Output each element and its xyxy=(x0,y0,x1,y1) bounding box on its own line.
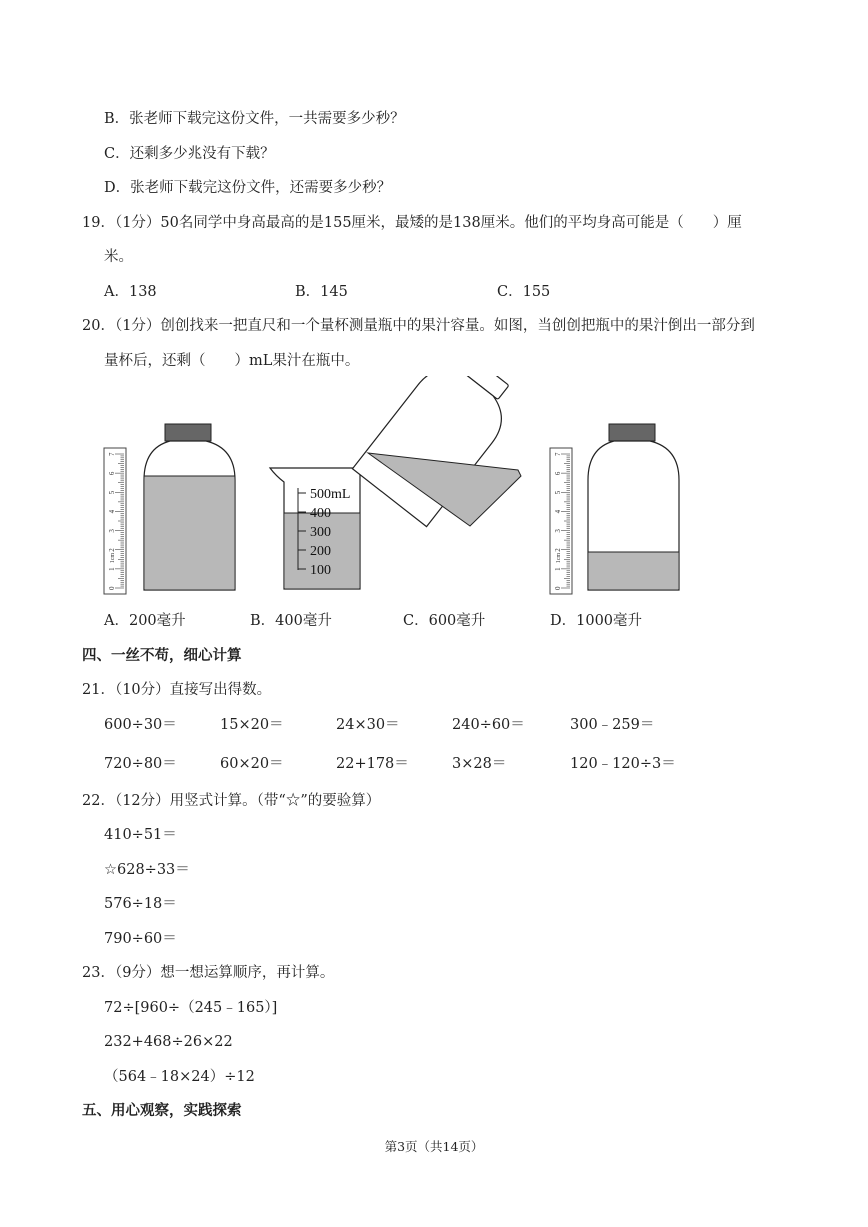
q19-stem-line2: 米。 xyxy=(104,249,133,265)
left-ruler-digit: 0 xyxy=(108,586,116,590)
q21-r1-c1: 600÷30＝ xyxy=(104,717,177,733)
q20-option-b: B．400毫升 xyxy=(250,613,332,629)
left-ruler-unit: 1cm xyxy=(110,552,116,564)
q19-option-b: B．145 xyxy=(295,284,348,300)
q23-item-3: （564﹣18×24）÷12 xyxy=(104,1069,255,1085)
left-bottle xyxy=(144,424,235,590)
q21-r1-c2: 15×20＝ xyxy=(220,717,284,733)
right-ruler-digit: 2 xyxy=(554,548,562,552)
right-ruler-digit: 0 xyxy=(554,586,562,590)
left-ruler-digit: 7 xyxy=(108,452,116,456)
q22-item-4: 790÷60＝ xyxy=(104,931,177,947)
q21-r1-c3: 24×30＝ xyxy=(336,717,400,733)
q20-option-a: A．200毫升 xyxy=(104,613,186,629)
q18-option-c: C．还剩多少兆没有下载？ xyxy=(104,146,275,162)
right-ruler-digit: 5 xyxy=(554,490,562,495)
q20-option-c: C．600毫升 xyxy=(403,613,486,629)
right-ruler xyxy=(550,448,572,594)
cup-label-400: 400 xyxy=(310,506,331,521)
left-ruler-digit: 6 xyxy=(108,471,116,476)
left-ruler xyxy=(104,448,126,594)
q21-r2-c4: 3×28＝ xyxy=(452,756,507,772)
cup-label-200: 200 xyxy=(310,544,331,559)
q22-item-2: ☆628÷33＝ xyxy=(104,862,190,878)
q22-title: 22．（12分）用竖式计算。（带“☆”的要验算） xyxy=(82,793,381,809)
q21-r2-c5: 120﹣120÷3＝ xyxy=(570,756,676,772)
cup-label-300: 300 xyxy=(310,525,331,540)
measuring-cup xyxy=(270,468,360,589)
left-ruler-digit: 4 xyxy=(108,509,116,514)
q21-title: 21．（10分）直接写出得数。 xyxy=(82,682,272,698)
q23-item-2: 232+468÷26×22 xyxy=(104,1034,233,1050)
q22-item-3: 576÷18＝ xyxy=(104,896,177,912)
q19-option-a: A．138 xyxy=(104,284,157,300)
cup-label-500: 500mL xyxy=(310,487,351,502)
right-ruler-digit: 1 xyxy=(554,567,562,571)
q21-r2-c1: 720÷80＝ xyxy=(104,756,177,772)
q21-r2-c2: 60×20＝ xyxy=(220,756,284,772)
right-ruler-digit: 6 xyxy=(554,471,562,476)
q23-item-1: 72÷[960÷（245﹣165）] xyxy=(104,1000,278,1016)
q20-option-d: D．1000毫升 xyxy=(550,613,643,629)
q21-r1-c4: 240÷60＝ xyxy=(452,717,525,733)
right-ruler-digit: 7 xyxy=(554,452,562,456)
q23-title: 23．（9分）想一想运算顺序，再计算。 xyxy=(82,965,335,981)
section5-title: 五、用心观察，实践探索 xyxy=(82,1102,242,1119)
q18-option-b: B．张老师下载完这份文件，一共需要多少秒？ xyxy=(104,111,405,127)
right-bottle xyxy=(588,424,679,590)
q20-stem-line1: 20．（1分）创创找来一把直尺和一个量杯测量瓶中的果汁容量。如图，当创创把瓶中的果汁倒出一部分到 xyxy=(82,318,755,334)
q20-stem-line2: 量杯后，还剩（ ）mL果汁在瓶中。 xyxy=(104,353,360,369)
left-ruler-digit: 2 xyxy=(108,548,116,552)
page-footer: 第3页（共14页） xyxy=(384,1139,484,1154)
right-ruler-digit: 3 xyxy=(554,529,562,533)
left-ruler-digit: 1 xyxy=(108,567,116,571)
q21-r2-c3: 22+178＝ xyxy=(336,756,409,772)
right-ruler-unit: 1cm xyxy=(556,552,562,564)
q21-r1-c5: 300﹣259＝ xyxy=(570,717,655,733)
section4-title: 四、一丝不苟，细心计算 xyxy=(82,647,242,664)
q22-item-1: 410÷51＝ xyxy=(104,827,177,843)
left-ruler-digit: 5 xyxy=(108,490,116,495)
q20-figure xyxy=(98,376,690,602)
q18-option-d: D．张老师下载完这份文件，还需要多少秒？ xyxy=(104,180,392,196)
cup-label-100: 100 xyxy=(310,563,331,578)
q19-stem-line1: 19．（1分）50名同学中身高最高的是155厘米，最矮的是138厘米。他们的平均身高可能是（ ）厘 xyxy=(82,215,742,231)
q19-option-c: C．155 xyxy=(497,284,551,300)
left-ruler-digit: 3 xyxy=(108,529,116,533)
right-ruler-digit: 4 xyxy=(554,509,562,514)
